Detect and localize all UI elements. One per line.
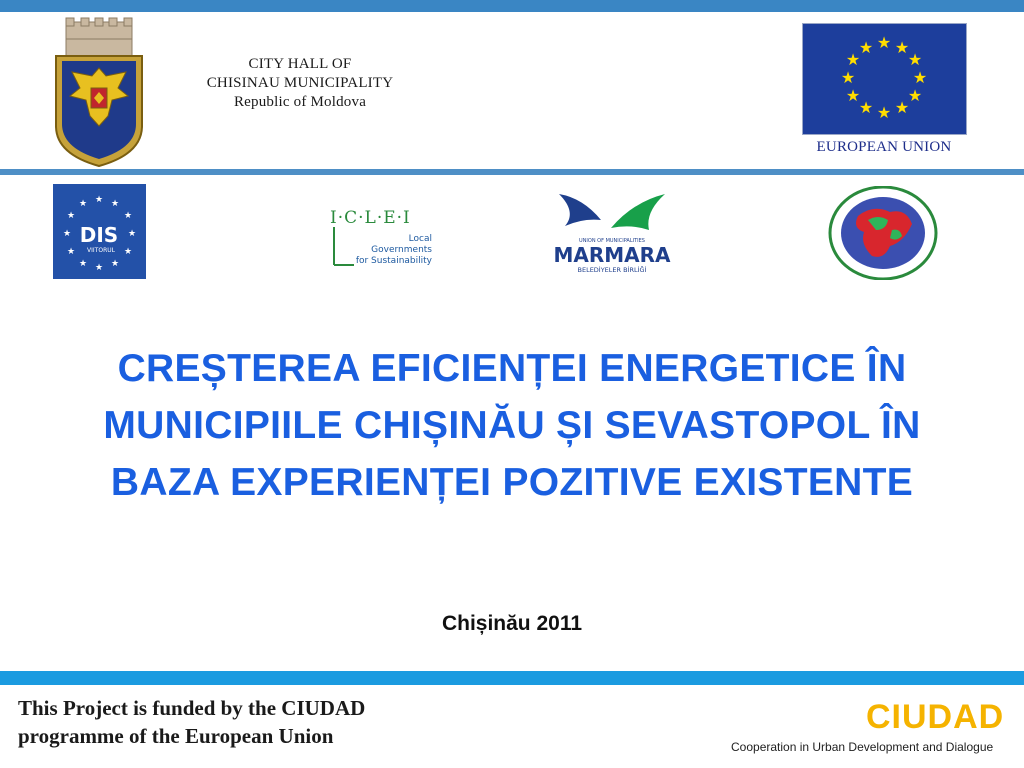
footer-accent-bar xyxy=(0,671,1024,685)
svg-text:★: ★ xyxy=(94,195,104,205)
iclei-tag-line: Governments xyxy=(371,245,432,255)
svg-text:★: ★ xyxy=(110,259,120,269)
svg-text:★: ★ xyxy=(912,68,928,87)
funding-line: This Project is funded by the CIUDAD xyxy=(18,696,366,720)
svg-text:★: ★ xyxy=(894,98,910,117)
title-line: MUNICIPIILE CHIȘINĂU ȘI SEVASTOPOL ÎN xyxy=(103,404,921,447)
iclei-name: I·C·L·E·I xyxy=(330,208,411,228)
svg-text:★: ★ xyxy=(123,247,133,257)
svg-text:★: ★ xyxy=(840,68,856,87)
iclei-tag-line: for Sustainability xyxy=(355,256,432,266)
globe-seal-logo xyxy=(828,186,938,280)
svg-text:★: ★ xyxy=(78,199,88,209)
svg-text:★: ★ xyxy=(858,38,874,57)
iclei-mark-icon xyxy=(326,203,438,271)
funding-line: programme of the European Union xyxy=(18,724,334,748)
marmara-sub-text: BELEDİYELER BİRLİĞİ xyxy=(577,266,647,274)
funding-statement xyxy=(18,694,365,750)
svg-text:★: ★ xyxy=(845,50,861,69)
title-line: CREȘTEREA EFICIENȚEI ENERGETICE ÎN xyxy=(117,347,907,390)
dis-logo-subtext: VIITORUL xyxy=(87,247,115,254)
location-date: Chișinău 2011 xyxy=(441,612,583,635)
svg-text:★: ★ xyxy=(78,259,88,269)
svg-text:★: ★ xyxy=(66,211,76,221)
svg-text:★: ★ xyxy=(907,50,923,69)
iclei-logo xyxy=(326,203,438,271)
marmara-union-text: UNION OF MUNICIPALITIES xyxy=(579,238,645,244)
marmara-wings-icon xyxy=(553,190,671,276)
svg-text:★: ★ xyxy=(123,211,133,221)
svg-text:★: ★ xyxy=(876,103,892,122)
svg-text:★: ★ xyxy=(94,263,104,273)
iclei-tag-line: Local xyxy=(408,234,432,244)
page-title xyxy=(60,340,964,511)
marmara-logo xyxy=(553,190,671,276)
title-line: BAZA EXPERIENȚEI POZITIVE EXISTENTE xyxy=(110,461,914,504)
marmara-name: MARMARA xyxy=(553,243,671,267)
svg-text:★: ★ xyxy=(894,38,910,57)
country-line: Republic of Moldova xyxy=(233,94,367,110)
svg-text:★: ★ xyxy=(876,33,892,52)
dis-logo-text: DIS xyxy=(79,223,119,247)
svg-text:★: ★ xyxy=(858,98,874,117)
svg-text:★: ★ xyxy=(62,229,72,239)
eu-stars-icon xyxy=(803,24,966,134)
globe-seal-icon xyxy=(828,186,938,280)
dis-stars-icon xyxy=(53,184,146,279)
city-hall-text xyxy=(150,55,450,112)
svg-text:★: ★ xyxy=(110,199,120,209)
top-accent-bar xyxy=(0,0,1024,12)
dis-viitorul-logo xyxy=(53,184,146,279)
municipality-line: CHISINAU MUNICIPALITY xyxy=(206,75,394,91)
city-hall-line: CITY HALL OF xyxy=(248,56,352,72)
svg-text:★: ★ xyxy=(907,86,923,105)
chisinau-coat-of-arms-icon xyxy=(52,16,146,168)
eu-label: EUROPEAN UNION xyxy=(816,139,952,155)
svg-text:★: ★ xyxy=(127,229,137,239)
header-divider-bar xyxy=(0,169,1024,175)
eu-flag-icon xyxy=(802,23,967,135)
svg-text:★: ★ xyxy=(845,86,861,105)
svg-text:★: ★ xyxy=(66,247,76,257)
ciudad-tagline: Cooperation in Urban Development and Dialogue xyxy=(731,740,994,754)
ciudad-logo: CIUDAD xyxy=(866,698,1005,736)
